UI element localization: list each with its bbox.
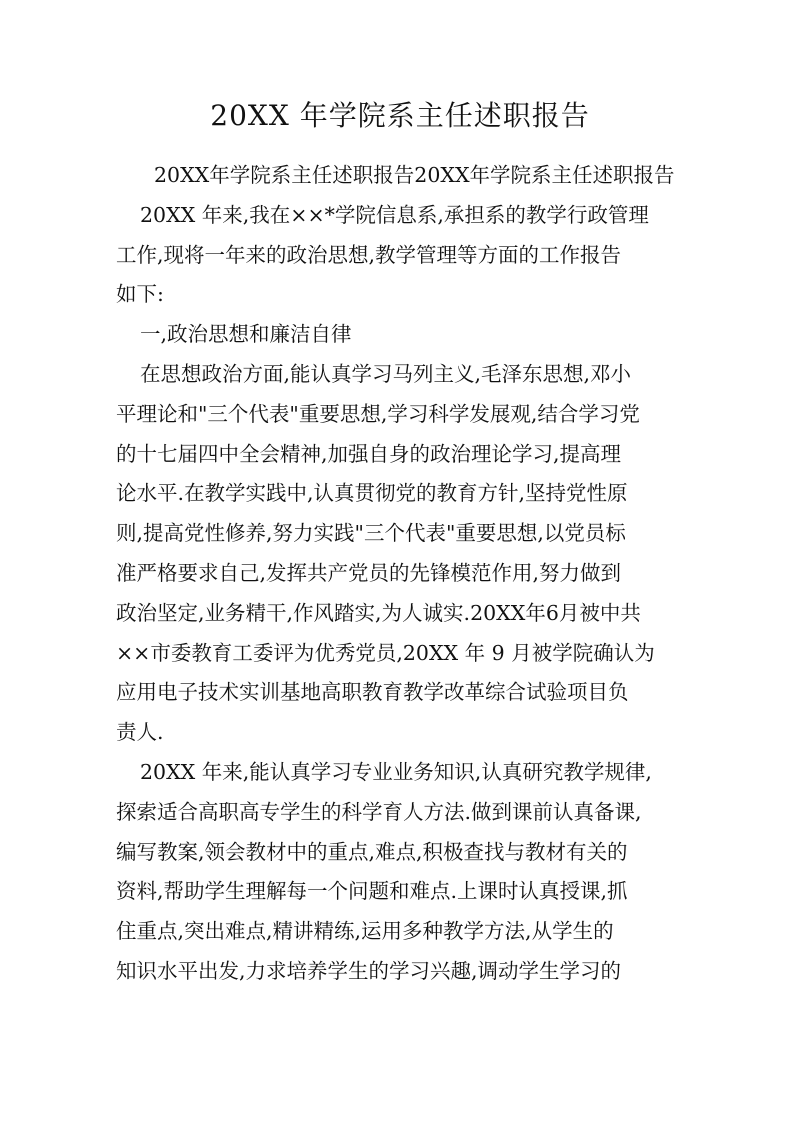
text-line: 应用电子技术实训基地高职教育教学改革综合试验项目负 <box>116 680 629 705</box>
text-line: 编写教案,领会教材中的重点,难点,积极查找与教材有关的 <box>116 839 628 864</box>
text-line: 20XX 年来,能认真学习专业业务知识,认真研究教学规律, <box>140 759 652 784</box>
text-line: 在思想政治方面,能认真学习马列主义,毛泽东思想,邓小 <box>140 361 632 386</box>
text-line: 政治坚定,业务精干,作风踏实,为人诚实.20XX年6月被中共 <box>116 600 641 625</box>
text-line: 平理论和"三个代表"重要思想,学习科学发展观,结合学习党 <box>116 401 640 426</box>
text-line: 资料,帮助学生理解每一个问题和难点.上课时认真授课,抓 <box>116 879 628 904</box>
text-line: 住重点,突出难点,精讲精练,运用多种教学方法,从学生的 <box>116 919 614 944</box>
page-title: 20XX 年学院系主任述职报告 <box>210 99 590 132</box>
section-heading: 一,政治思想和廉洁自律 <box>140 322 352 347</box>
text-line: 知识水平出发,力求培养学生的学习兴趣,调动学生学习的 <box>116 958 622 983</box>
text-line: 则,提高党性修养,努力实践"三个代表"重要思想,以党员标 <box>116 521 626 546</box>
text-line: 的十七届四中全会精神,加强自身的政治理论学习,提高理 <box>116 441 622 466</box>
text-line: 如下: <box>116 282 164 307</box>
text-line: 责人. <box>116 720 164 745</box>
text-line: 探索适合高职高专学生的科学育人方法.做到课前认真备课, <box>116 799 642 824</box>
text-line: 20XX 年来,我在××*学院信息系,承担系的教学行政管理 <box>140 202 649 227</box>
text-line: 准严格要求自己,发挥共产党员的先锋模范作用,努力做到 <box>116 560 622 585</box>
text-line: ××市委教育工委评为优秀党员,20XX 年 9 月被学院确认为 <box>116 640 655 665</box>
document-body <box>116 156 678 992</box>
text-line: 论水平.在教学实践中,认真贯彻党的教育方针,坚持党性原 <box>116 481 628 506</box>
text-line: 工作,现将一年来的政治思想,教学管理等方面的工作报告 <box>116 242 622 267</box>
text-line: 20XX年学院系主任述职报告20XX年学院系主任述职报告 <box>154 163 675 187</box>
